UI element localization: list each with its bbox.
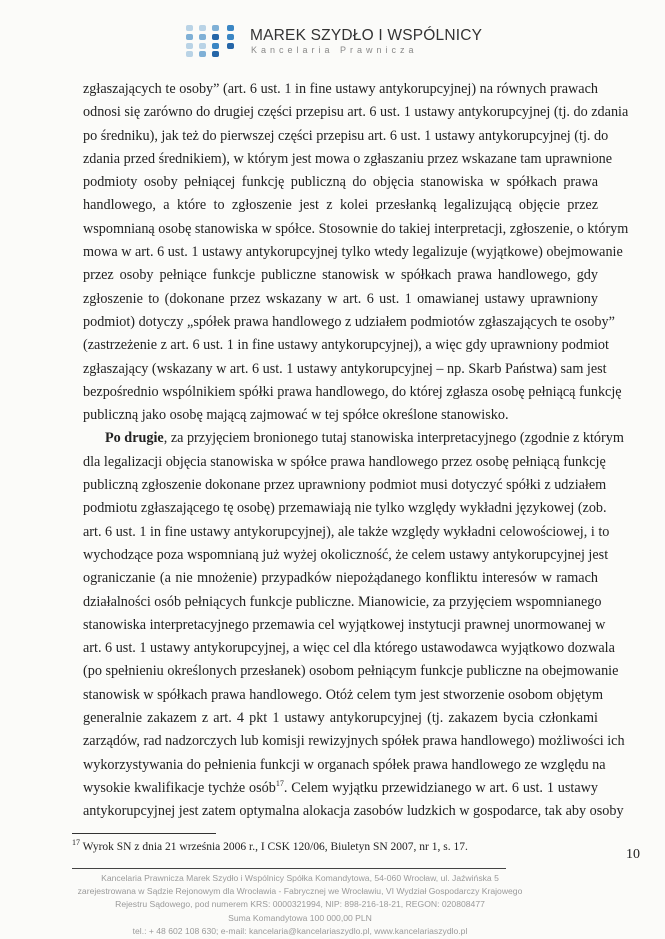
text-run: . Celem wyjątku przewidzianego w art. 6 ust. 1 ustawy: [283, 779, 598, 796]
text-line: (zastrzeżenie z art. 6 ust. 1 in fine ustawy antykorupcyjnej), a więc gdy uprawniony podmiot: [83, 337, 609, 354]
text-line: wspomnianą osobę stanowiska w spółce. Stosownie do takiej interpretacji, zgłoszenie, o którym: [83, 220, 629, 237]
firm-name: MAREK SZYDŁO I WSPÓLNICY: [250, 27, 483, 44]
text-line: wychodzące poza wspomnianą już wyżej okoliczność, że celem ustawy antykorupcyjnej jest: [83, 546, 609, 563]
text-line: zgłoszenie to (dokonane przez wskazany w art. 6 ust. 1 omawianej ustawy uprawniony: [83, 290, 598, 307]
logo-dot: [199, 25, 206, 31]
text-line: przez osoby pełniące funkcje publiczne stanowisk w spółkach prawa handlowego, gdy: [83, 267, 598, 284]
footnote-reference[interactable]: 17: [275, 778, 284, 788]
firm-subtitle: Kancelaria Prawnicza: [251, 45, 418, 55]
text-line: antykorupcyjnej jest zatem optymalna alokacja zasobów ludzkich w gospodarce, tak aby osoby: [83, 803, 624, 820]
firm-logo-icon: [186, 22, 238, 56]
logo-dot: [186, 25, 193, 31]
footer-line: Rejestru Sądowego, pod numerem KRS: 0000321994, NIP: 898-216-18-21, REGON: 020808477: [115, 899, 485, 910]
text-line: handlowego, a które to zgłoszenie jest z kolei przesłanką legalizującą objęcie przez: [83, 197, 598, 214]
text-line: zarządów, rad nadzorczych lub komisji rewizyjnych spółek prawa handlowego) możliwości ich: [83, 733, 625, 750]
logo-dot: [199, 43, 206, 49]
logo-dot: [186, 43, 193, 49]
paragraph-lead: Po drugie: [105, 430, 164, 447]
logo-dot: [186, 34, 193, 40]
footer-divider: [72, 868, 506, 869]
text-line: dla legalizacji objęcia stanowiska w spółce prawa handlowego przez osobę pełniącą funkcję: [83, 453, 606, 470]
text-line: zgłaszających te osoby” (art. 6 ust. 1 in fine ustawy antykorupcyjnej) na równych prawach: [83, 81, 598, 97]
footer-line: Kancelaria Prawnicza Marek Szydło i Wspólnicy Spółka Komandytowa, 54-060 Wrocław, ul. Jaźwińska 5: [101, 873, 499, 883]
footer-line: tel.: + 48 602 108 630; e-mail: kancelaria@kancelariaszydlo.pl, www.kancelariaszydlo.pl: [132, 925, 468, 936]
text-line: [83, 427, 624, 450]
document-body: [83, 78, 629, 824]
logo-dot: [212, 34, 219, 40]
letterhead-footer: [20, 872, 580, 938]
text-line: zgłaszający (wskazany w art. 6 ust. 1 ustawy antykorupcyjnej – np. Skarb Państwa) sam jest: [83, 360, 607, 377]
text-line: stanowiska interpretacyjnego przemawia cel wyjątkowej instytucji prawnej unormowanej w: [83, 616, 606, 633]
text-line: po średniku), jak też do pierwszej części przepisu art. 6 ust. 1 ustawy antykorupcyjnej (tj. do: [83, 127, 609, 144]
text-line: podmiotu zgłaszającego tę osobę) przemawiają nie tylko względy wykładni językowej (zob.: [83, 500, 607, 517]
text-line: podmiot) dotyczy „spółek prawa handlowego z udziałem podmiotów zgłaszających te osoby”: [83, 313, 615, 330]
page-number: 10: [626, 847, 640, 862]
text-line: działalności osób pełniących funkcje publiczne. Mianowicie, za przyjęciem wspomnianego: [83, 593, 602, 610]
text-line: art. 6 ust. 1 in fine ustawy antykorupcyjnej), ale także względy wykładni celowościowej, i to: [83, 523, 610, 540]
footnote-number: 17: [72, 838, 80, 847]
text-line: odnosi się zarówno do drugiej części przepisu art. 6 ust. 1 ustawy antykorupcyjnej (tj. do zdania: [83, 104, 629, 121]
footer-line: zarejestrowana w Sądzie Rejonowym dla Wrocławia - Fabrycznej we Wrocławiu, VI Wydział Gospodarczy Krajowego: [77, 886, 523, 897]
logo-dot: [227, 25, 234, 31]
logo-dot: [227, 43, 234, 49]
text-line: bezpośrednio wspólnikiem spółki prawa handlowego, do której zgłasza osobę pełniącą funkcję: [83, 383, 622, 400]
logo-dot: [212, 43, 219, 49]
text-line: stanowisk w spółkach prawa handlowego. Otóż celem tym jest stworzenie osobom objętym: [83, 686, 604, 703]
logo-dot: [212, 25, 219, 31]
footnote: [72, 838, 468, 853]
text-line: ograniczanie (a nie mnożenie) przypadków niepożądanego konfliktu interesów w ramach: [83, 570, 598, 587]
footnote-divider: [72, 833, 216, 834]
logo-dot: [199, 51, 206, 57]
text-line: (po spełnieniu określonych przesłanek) osobom pełniącym funkcje publiczne na obejmowanie: [83, 663, 619, 680]
footnote-text: Wyrok SN z dnia 21 września 2006 r., I CSK 120/06, Biuletyn SN 2007, nr 1, s. 17.: [80, 841, 468, 853]
text-line: podmioty osoby pełniącej funkcję publiczną do objęcia stanowiska w spółkach prawa: [83, 174, 598, 191]
logo-dot: [212, 51, 219, 57]
text-line: mowa w art. 6 ust. 1 ustawy antykorupcyjnej tylko wtedy legalizuje (wyjątkowe) obejmowanie: [83, 244, 623, 261]
text-line: generalnie zakazem z art. 4 pkt 1 ustawy antykorupcyjnej (tj. zakazem bycia członkami: [83, 710, 598, 727]
text-line: wykorzystywania do pełnienia funkcji w organach spółek prawa handlowego ze względu na: [83, 756, 606, 773]
text-line: zdania przed średnikiem), w którym jest mowa o zgłaszaniu przez wskazane tam uprawnione: [83, 150, 613, 167]
logo-dot: [227, 34, 234, 40]
logo-dot: [199, 34, 206, 40]
footer-line: Suma Komandytowa 100 000,00 PLN: [228, 912, 372, 923]
text-line: [83, 777, 598, 800]
text-line: publiczną jako osobę mającą zajmować w tej spółce określone stanowisko.: [83, 407, 509, 424]
text-run: wysokie kwalifikacje tychże osób: [83, 779, 276, 796]
text-run: , za przyjęciem bronionego tutaj stanowiska interpretacyjnego (zgodnie z którym: [163, 430, 624, 447]
text-line: art. 6 ust. 1 ustawy antykorupcyjnej, a więc cel dla którego ustawodawca wyjątkowo dozwala: [83, 640, 615, 657]
logo-dot: [186, 51, 193, 57]
text-line: publiczną zgłoszenie dokonane przez uprawniony podmiot musi dotyczyć spółki z udziałem: [83, 477, 607, 494]
